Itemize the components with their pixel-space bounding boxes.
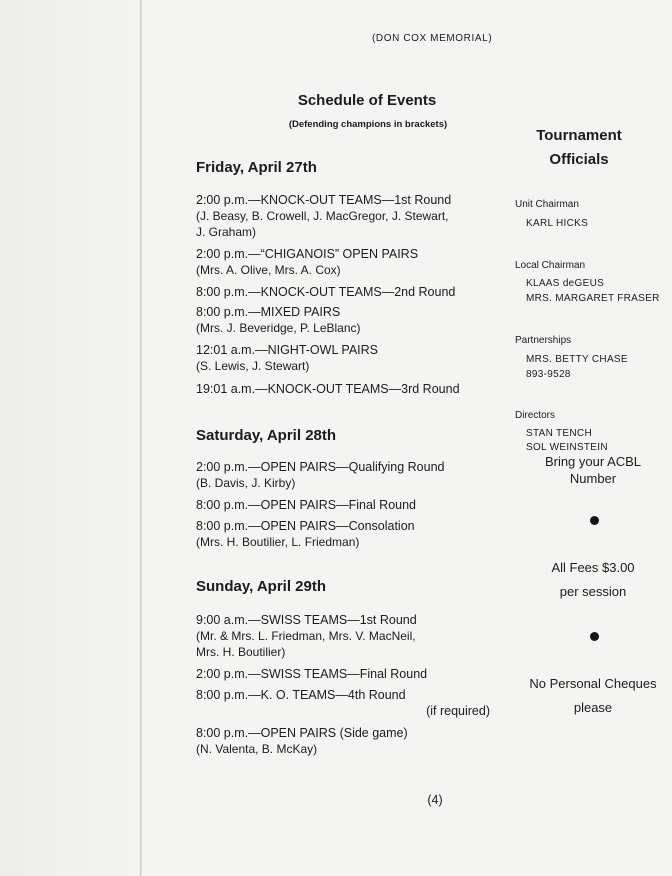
page-fold: [140, 0, 142, 876]
fees-note-line2: per session: [559, 584, 627, 599]
event-item: [196, 497, 496, 513]
event-item: [196, 192, 496, 240]
champions-line: (Mrs. J. Beveridge, P. LeBlanc): [196, 321, 361, 335]
event-line: 12:01 a.m.—NIGHT-OWL PAIRS: [196, 343, 378, 357]
event-item: [196, 246, 496, 278]
official-name: MRS. MARGARET FRASER: [526, 293, 660, 304]
champions-line: (N. Valenta, B. McKay): [196, 742, 318, 756]
schedule-subtitle: (Defending champions in brackets): [288, 119, 448, 130]
day-heading-sunday: Sunday, April 29th: [196, 578, 327, 595]
page-number: (4): [427, 793, 443, 807]
bullet-dot: [590, 516, 599, 525]
cheques-note-line1: No Personal Cheques: [529, 676, 657, 691]
event-line: 8:00 p.m.—OPEN PAIRS (Side game): [196, 726, 408, 740]
event-item: [196, 381, 496, 397]
event-item: [196, 342, 496, 374]
role-label: Partnerships: [515, 335, 572, 346]
day-heading-saturday: Saturday, April 28th: [196, 427, 337, 444]
event-note: (if required): [426, 704, 490, 718]
acbl-note: [512, 453, 672, 487]
event-line: 8:00 p.m.—MIXED PAIRS: [196, 305, 341, 319]
event-line: 8:00 p.m.—OPEN PAIRS—Consolation: [196, 519, 415, 533]
champions-line: (S. Lewis, J. Stewart): [196, 359, 310, 373]
schedule-title: Schedule of Events: [297, 92, 437, 109]
cheques-note: [512, 672, 672, 720]
event-item: [196, 725, 496, 757]
official-name: KARL HICKS: [526, 218, 589, 229]
event-line: 8:00 p.m.—KNOCK-OUT TEAMS—2nd Round: [196, 285, 456, 299]
event-item: [196, 666, 496, 682]
official-name: SOL WEINSTEIN: [526, 442, 608, 453]
memorial-note: (DON COX MEMORIAL): [372, 33, 493, 44]
event-item: [196, 687, 496, 719]
official-phone: 893-9528: [526, 369, 571, 380]
cheques-note-line2: please: [573, 700, 613, 715]
official-name: MRS. BETTY CHASE: [526, 354, 628, 365]
fees-note-line1: All Fees $3.00: [551, 560, 635, 575]
event-item: [196, 304, 496, 336]
event-line: 2:00 p.m.—“CHIGANOIS” OPEN PAIRS: [196, 247, 419, 261]
event-item: [196, 459, 496, 491]
officials-title-line2: Officials: [549, 151, 609, 168]
champions-line: (Mrs. H. Boutilier, L. Friedman): [196, 535, 360, 549]
event-item: [196, 284, 496, 300]
event-line: 2:00 p.m.—KNOCK-OUT TEAMS—1st Round: [196, 193, 452, 207]
bullet-dot: [590, 632, 599, 641]
page-shadow: [0, 0, 140, 876]
event-line: 8:00 p.m.—OPEN PAIRS—Final Round: [196, 498, 416, 512]
champions-line: (B. Davis, J. Kirby): [196, 476, 296, 490]
official-name: KLAAS deGEUS: [526, 278, 605, 289]
fees-note: [512, 556, 672, 604]
event-item: [196, 612, 496, 660]
event-item: [196, 518, 496, 550]
event-line: 2:00 p.m.—SWISS TEAMS—Final Round: [196, 667, 428, 681]
day-heading-friday: Friday, April 27th: [196, 159, 317, 176]
event-line: 9:00 a.m.—SWISS TEAMS—1st Round: [196, 613, 417, 627]
champions-line: J. Graham): [196, 225, 257, 239]
champions-line: (Mr. & Mrs. L. Friedman, Mrs. V. MacNeil,: [196, 629, 416, 643]
acbl-note-line1: Bring your ACBL: [544, 454, 642, 469]
champions-line: Mrs. H. Boutilier): [196, 645, 286, 659]
role-label: Local Chairman: [515, 260, 586, 271]
champions-line: (Mrs. A. Olive, Mrs. A. Cox): [196, 263, 341, 277]
event-line: 8:00 p.m.—K. O. TEAMS—4th Round: [196, 688, 406, 702]
role-label: Unit Chairman: [515, 199, 579, 210]
acbl-note-line2: Number: [569, 471, 617, 486]
event-line: 19:01 a.m.—KNOCK-OUT TEAMS—3rd Round: [196, 382, 460, 396]
officials-title-line1: Tournament: [536, 127, 622, 144]
officials-column: [512, 124, 670, 453]
role-label: Directors: [515, 410, 556, 421]
event-line: 2:00 p.m.—OPEN PAIRS—Qualifying Round: [196, 460, 445, 474]
official-name: STAN TENCH: [526, 428, 592, 439]
champions-line: (J. Beasy, B. Crowell, J. MacGregor, J. Stewart,: [196, 209, 449, 223]
